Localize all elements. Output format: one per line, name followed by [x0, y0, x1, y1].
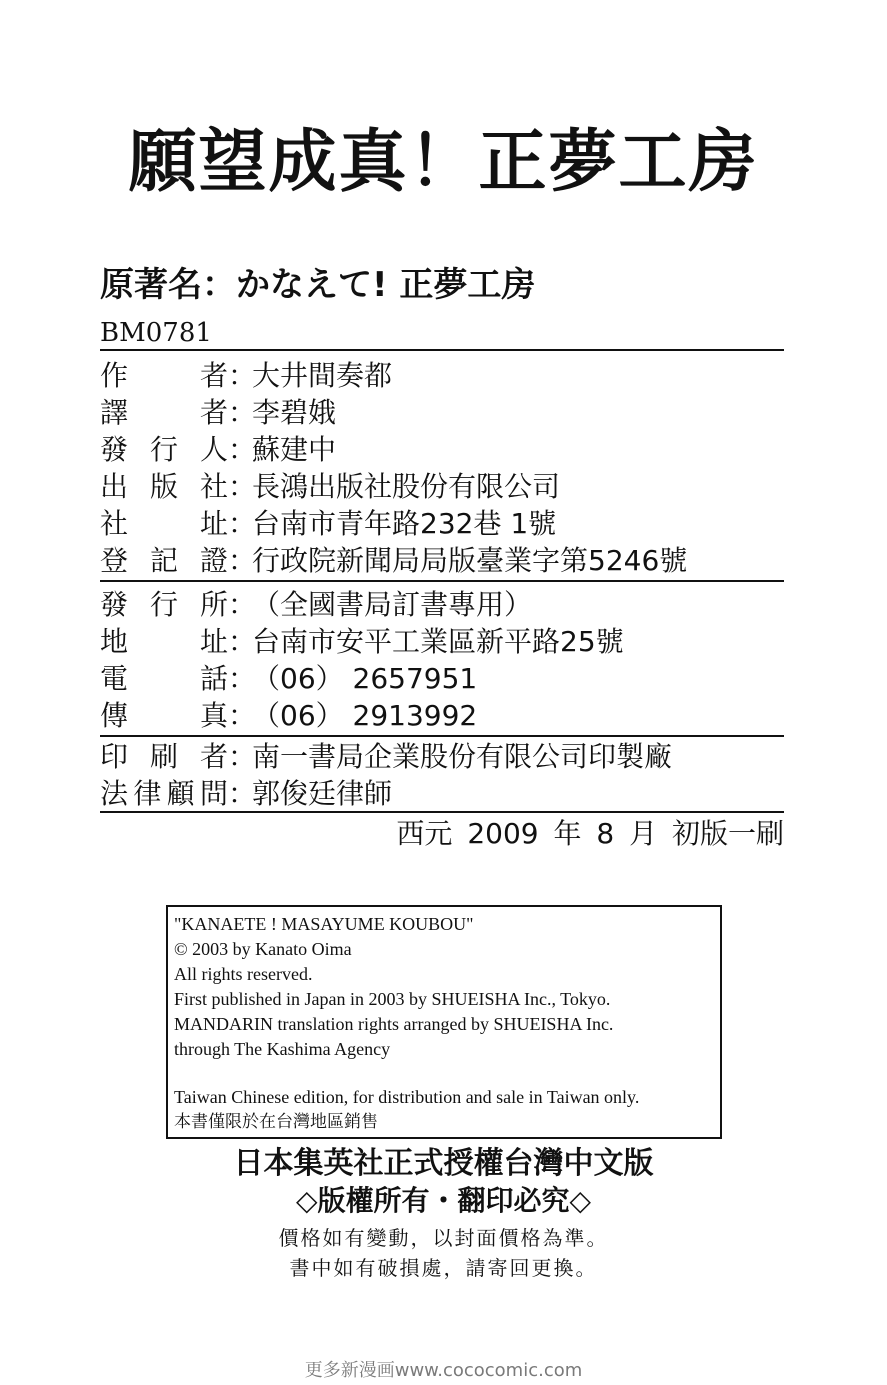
- divider-top: [100, 349, 784, 351]
- row-label: 發行所: [100, 587, 228, 621]
- book-title: 願望成真！正夢工房: [128, 123, 759, 202]
- copyright-line: through The Kashima Agency: [174, 1039, 391, 1059]
- row-author: 作者 ： 大井間奏都: [100, 355, 392, 392]
- row-label: 傳真: [100, 698, 228, 732]
- row-label: 社址: [100, 506, 228, 540]
- row-label: 出版社: [100, 469, 228, 503]
- row-phone: 電話 ： （06） 2657951: [100, 658, 477, 695]
- site-watermark: 更多新漫画www.cococomic.com: [304, 1360, 583, 1381]
- row-label: 發行人: [100, 432, 228, 466]
- copyright-box: [166, 905, 722, 1139]
- authorization-line: 日本集英社正式授權台灣中文版: [233, 1146, 654, 1181]
- row-printer: 印刷者 ： 南一書局企業股份有限公司印製廠: [100, 736, 672, 773]
- row-value: （06） 2657951: [252, 661, 478, 695]
- row-label: 印刷者: [100, 739, 228, 773]
- row-value: 台南市安平工業區新平路25號: [252, 624, 624, 658]
- copyright-line: All rights reserved.: [174, 964, 313, 984]
- row-value: 郭俊廷律師: [252, 776, 393, 810]
- book-code: BM0781: [100, 318, 212, 348]
- row-publisher: 出版社 ： 長鴻出版社股份有限公司: [100, 466, 560, 503]
- row-value: 蘇建中: [252, 432, 337, 466]
- edition-date: 西元 2009 年 8 月 初版一刷: [396, 817, 784, 850]
- row-value: （06） 2913992: [252, 698, 478, 732]
- row-translator: 譯者 ： 李碧娥: [100, 392, 336, 429]
- distribution-line: Taiwan Chinese edition, for distribution and sale in Taiwan only.: [174, 1087, 640, 1107]
- row-value: 南一書局企業股份有限公司印製廠: [252, 739, 673, 773]
- rights-line: ◇版權所有・翻印必究◇: [295, 1184, 592, 1217]
- row-label: 法律顧問: [100, 776, 228, 810]
- row-label: 登記證: [100, 543, 228, 577]
- row-fax: 傳真 ： （06） 2913992: [100, 695, 477, 732]
- copyright-line: First published in Japan in 2003 by SHUEISHA Inc., Tokyo.: [174, 989, 611, 1009]
- row-label: 電話: [100, 661, 228, 695]
- row-distributor: 發行所 ： （全國書局訂書專用）: [100, 584, 532, 621]
- row-publisher-address: 社址 ： 台南市青年路232巷 1號: [100, 503, 556, 540]
- copyright-line: MANDARIN translation rights arranged by SHUEISHA Inc.: [174, 1014, 614, 1034]
- row-value: 李碧娥: [252, 395, 337, 429]
- row-value: 台南市青年路232巷 1號: [252, 506, 557, 540]
- price-notice: 價格如有變動，以封面價格為準。: [278, 1226, 609, 1250]
- row-label: 作者: [100, 358, 228, 392]
- row-value: 長鴻出版社股份有限公司: [252, 469, 561, 503]
- row-registration: 登記證 ： 行政院新聞局局版臺業字第5246號: [100, 540, 687, 577]
- row-value: 行政院新聞局局版臺業字第5246號: [252, 543, 688, 577]
- damage-notice: 書中如有破損處，請寄回更換。: [289, 1256, 598, 1280]
- row-value: 大井間奏都: [252, 358, 393, 392]
- row-legal-counsel: 法律顧問 ： 郭俊廷律師: [100, 773, 392, 810]
- distribution-cjk-line: 本書僅限於在台灣地區銷售: [174, 1112, 378, 1132]
- row-label: 譯者: [100, 395, 228, 429]
- row-value: （全國書局訂書專用）: [252, 587, 533, 621]
- row-distributor-address: 地址 ： 台南市安平工業區新平路25號: [100, 621, 624, 658]
- row-label: 地址: [100, 624, 228, 658]
- copyright-line: "KANAETE ! MASAYUME KOUBOU": [174, 914, 474, 934]
- copyright-line: © 2003 by Kanato Oima: [174, 939, 352, 959]
- original-title: 原著名：かなえて! 正夢工房: [100, 265, 536, 305]
- row-publisher-person: 發行人 ： 蘇建中: [100, 429, 336, 466]
